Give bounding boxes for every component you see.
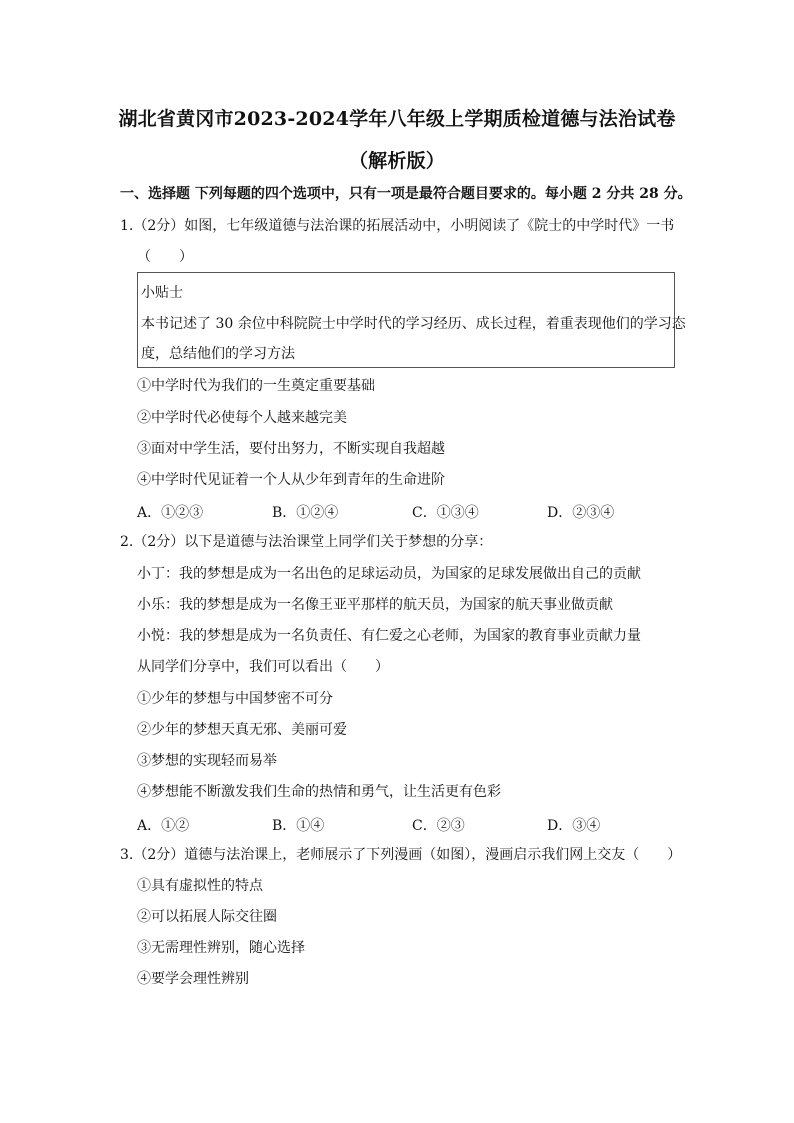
q1-choice-d[interactable]: D．②③④ [547,505,615,521]
q2-option-1: ①少年的梦想与中国梦密不可分 [137,691,333,707]
q3-option-2: ②可以拓展人际交往圈 [137,909,277,925]
q2-share-2: 小乐：我的梦想是成为一名像王亚平那样的航天员，为国家的航天事业做贡献 [137,597,613,613]
tip-box [137,272,686,368]
tip-text-line-2: 度，总结他们的学习方法 [141,346,295,362]
q3-option-3: ③无需理性辨别，随心选择 [137,940,305,956]
q3-option-1: ①具有虚拟性的特点 [137,878,263,894]
q1-option-3: ③面对中学生活，要付出努力，不断实现自我超越 [137,441,445,457]
question-1-blank: （ ） [137,249,193,265]
document-title: 湖北省黄冈市2023-2024学年八年级上学期质检道德与法治试卷 [118,108,676,130]
q2-choice-d[interactable]: D．③④ [547,818,601,834]
tip-text-line-1: 本书记述了 30 余位中科院院士中学时代的学习经历、成长过程，着重表现他们的学习态 [141,316,686,332]
q2-choice-c[interactable]: C．②③ [412,818,465,834]
tip-title: 小贴士 [141,285,183,301]
q2-choice-a[interactable]: A．①② [137,818,190,834]
q1-option-4: ④中学时代见证着一个人从少年到青年的生命进阶 [137,472,445,488]
document-subtitle: （解析版） [348,150,445,172]
q2-share-3: 小悦：我的梦想是成为一名负责任、有仁爱之心老师，为国家的教育事业贡献力量 [137,628,641,644]
question-3-stem: 3.（2分）道德与法治课上，老师展示了下列漫画（如图），漫画启示我们网上交友（ ） [120,847,682,863]
q2-option-3: ③梦想的实现轻而易举 [137,753,277,769]
q2-choice-b[interactable]: B．①④ [272,818,325,834]
q2-share-1: 小丁：我的梦想是成为一名出色的足球运动员，为国家的足球发展做出自己的贡献 [137,566,641,582]
q1-choice-b[interactable]: B．①②④ [272,505,339,521]
q2-option-4: ④梦想能不断激发我们生命的热情和勇气，让生活更有色彩 [137,784,501,800]
question-2-stem: 2.（2分）以下是道德与法治课堂上同学们关于梦想的分享： [120,534,493,550]
q2-option-2: ②少年的梦想天真无邪、美丽可爱 [137,722,347,738]
q1-option-1: ①中学时代为我们的一生奠定重要基础 [137,378,375,394]
q1-choice-a[interactable]: A．①②③ [137,505,204,521]
q3-option-4: ④要学会理性辨别 [137,971,249,987]
q2-question: 从同学们分享中，我们可以看出（ ） [137,659,389,675]
q1-choice-c[interactable]: C．①③④ [412,505,479,521]
question-1-stem: 1.（2分）如图，七年级道德与法治课的拓展活动中，小明阅读了《院士的中学时代》一书 [120,218,675,234]
q1-option-2: ②中学时代必使每个人越来越完美 [137,410,347,426]
section-heading: 一、选择题 下列每题的四个选项中，只有一项是最符合题目要求的。每小题 2 分共 28 分。 [120,186,692,202]
